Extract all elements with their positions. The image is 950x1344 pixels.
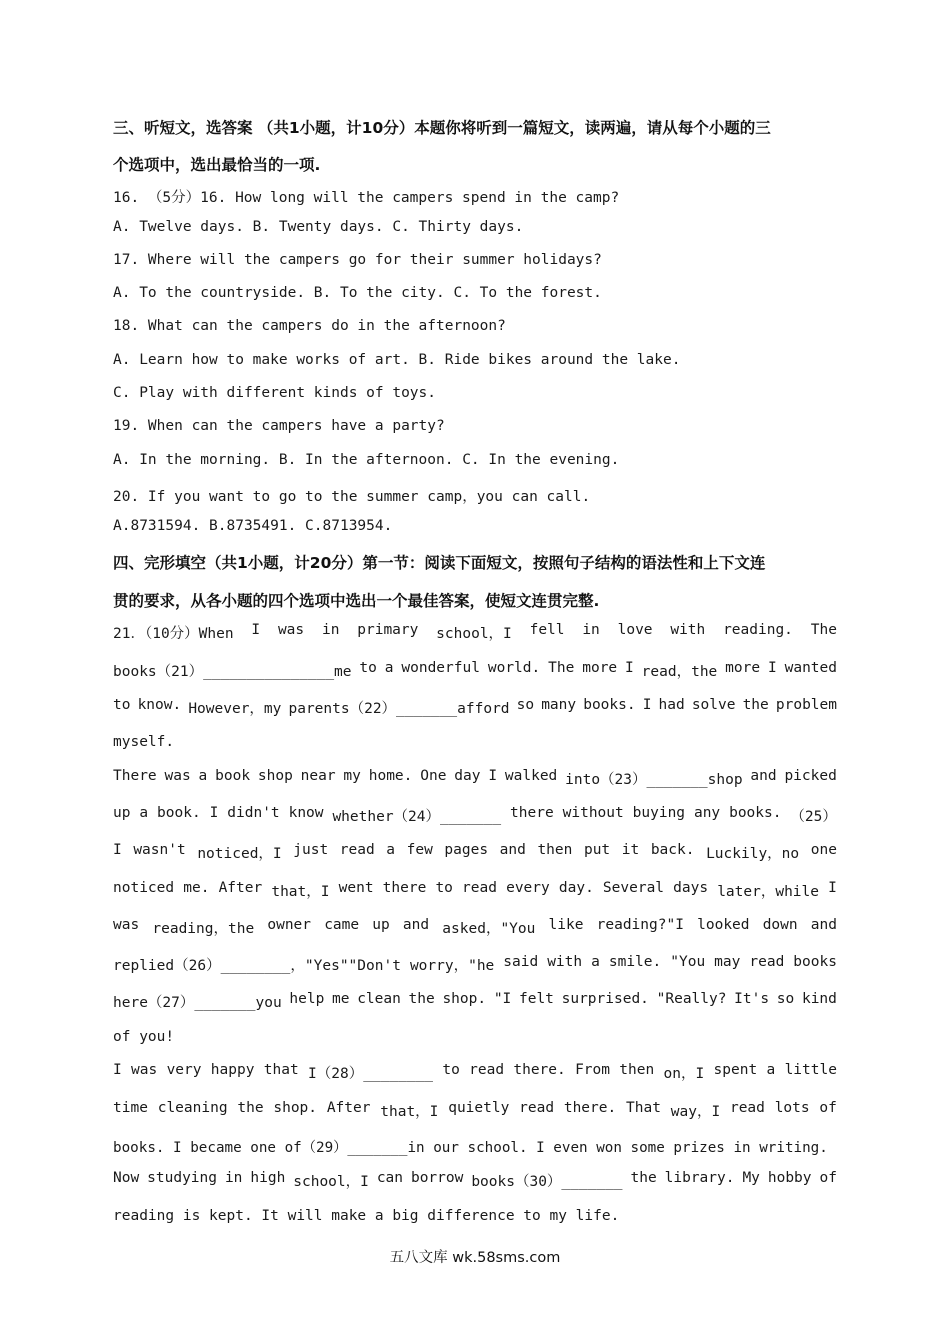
passage-line: There was a book shop near my home. One day I walked into（23）_______shop and picked (113, 768, 837, 788)
passage-line: Now studying in high school，I can borrow books（30）_______ the library. My hobby of (113, 1170, 837, 1190)
passage-line: I was very happy that I（28）________ to read there. From then on，I spent a little (113, 1062, 837, 1082)
question-17: 17. Where will the campers go for their summer holidays? (113, 252, 602, 268)
section4-heading-line1: 四、完形填空（共1小题，计20分）第一节：阅读下面短文，按照句子结构的语法性和上下文连 (113, 554, 766, 572)
options-17: A. To the countryside. B. To the city. C. To the forest. (113, 285, 602, 301)
passage-line: noticed me. After that，I went there to read every day. Several days later，while I (113, 880, 837, 900)
options-20: A.8731594. B.8735491. C.8713954. (113, 518, 393, 534)
passage-line: here（27）_______you help me clean the shop. "I felt surprised. "Really? It's so kind (113, 991, 837, 1011)
question-20: 20. If you want to go to the summer camp，you can call. (113, 489, 591, 505)
passage-line: of you! (113, 1029, 175, 1045)
section4-heading-line2: 贯的要求，从各小题的四个选项中选出一个最佳答案，使短文连贯完整. (113, 592, 600, 610)
passage-line: up a book. I didn't know whether（24）_______ there without buying any books. （25） (113, 805, 837, 825)
section3-heading-line2: 个选项中，选出最恰当的一项. (113, 156, 321, 174)
passage-line: was reading，the owner came up and asked，"You like reading?"I looked down and (113, 917, 837, 937)
passage-line: myself. (113, 734, 175, 750)
question-16: 16. （5分）16. How long will the campers spend in the camp? (113, 190, 620, 206)
footer-watermark: 五八文库 wk.58sms.com (389, 1250, 561, 1266)
passage-line: books. I became one of（29）_______in our school. I even won some prizes in writing. (113, 1140, 828, 1156)
question-19: 19. When can the campers have a party? (113, 418, 445, 434)
passage-line: time cleaning the shop. After that，I quietly read there. That way，I read lots of (113, 1100, 837, 1120)
options-19: A. In the morning. B. In the afternoon. C. In the evening. (113, 452, 620, 468)
passage-line: books（21）_______________me to a wonderful world. The more I read，the more I wanted (113, 660, 837, 680)
options-18-c: C. Play with different kinds of toys. (113, 385, 437, 401)
passage-line: replied（26）________，"Yes""Don't worry，"he said with a smile. "You may read books (113, 954, 837, 974)
section3-heading-line1: 三、听短文，选答案 （共1小题，计10分）本题你将听到一篇短文，读两遍，请从每个小题的三 (113, 119, 771, 137)
passage-line: I wasn't noticed，I just read a few pages and then put it back. Luckily，no one (113, 842, 837, 862)
options-16: A. Twelve days. B. Twenty days. C. Thirty days. (113, 219, 524, 235)
passage-line: reading is kept. It will make a big difference to my life. (113, 1208, 620, 1224)
passage-line: to know. However，my parents（22）_______afford so many books. I had solve the problem (113, 697, 837, 717)
question-18: 18. What can the campers do in the afternoon? (113, 318, 506, 334)
options-18-ab: A. Learn how to make works of art. B. Ride bikes around the lake. (113, 352, 681, 368)
passage-line: 21．（10分）When I was in primary school，I fell in love with reading. The (113, 622, 837, 642)
